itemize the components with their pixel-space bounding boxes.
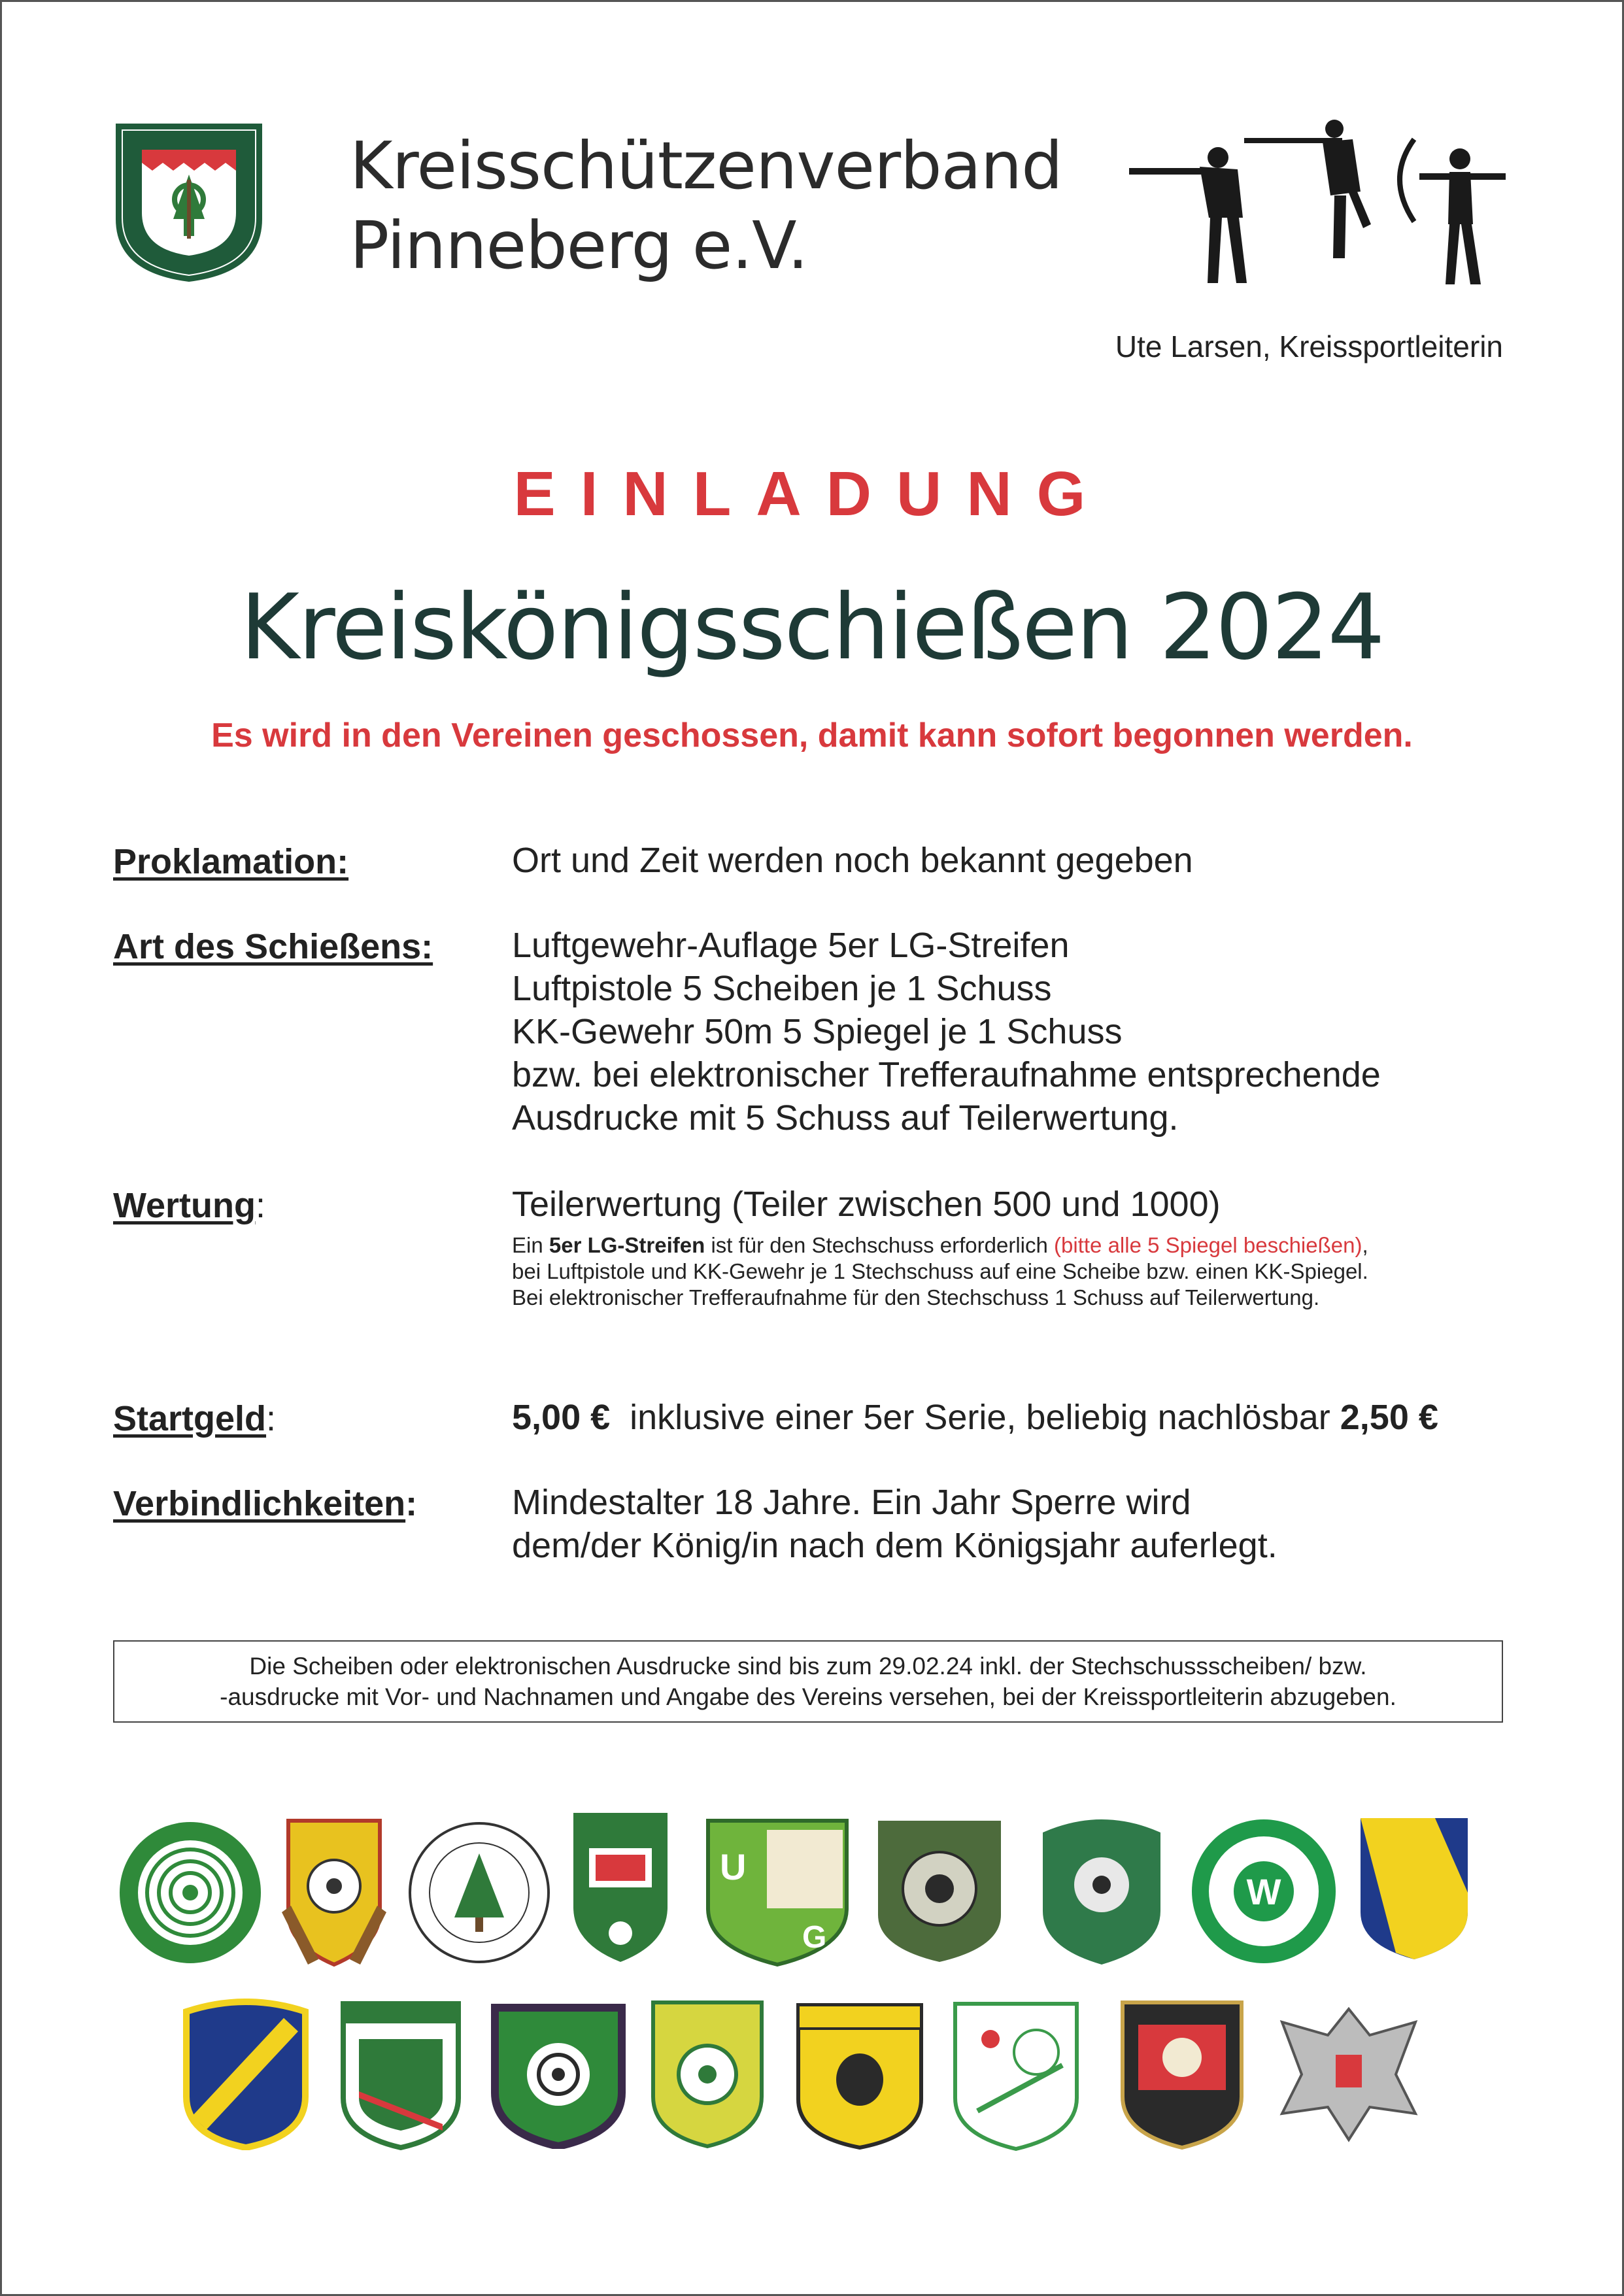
notice-line: Die Scheiben oder elektronischen Ausdrucke sind bis zum 29.02.24 inkl. der Stechschussscheiben/ bzw.	[249, 1653, 1367, 1680]
club-logo-rose-target	[951, 2000, 1081, 2152]
club-logo-barmstedt	[117, 1819, 263, 1966]
startgeld-price: 5,00 €	[512, 1398, 611, 1437]
detail-text: ,	[1362, 1233, 1368, 1257]
verbindlichkeiten-label: Verbindlichkeiten	[113, 1484, 406, 1523]
detail-bold: 5er LG-Streifen	[549, 1233, 705, 1257]
wertung-detail-line: bei Luftpistole und KK-Gewehr je 1 Stechschuss auf eine Scheibe bzw. einen KK-Spiegel.	[512, 1259, 1368, 1283]
verbindlichkeiten-values	[512, 1481, 1277, 1567]
wertung-value: Teilerwertung (Teiler zwischen 500 und 1000)	[512, 1185, 1221, 1224]
invitation-heading: EINLADUNG	[513, 459, 1111, 529]
wertung-colon: :	[255, 1186, 265, 1225]
shooter-pictograms-icon	[1126, 120, 1506, 290]
detail-text: ist für den Stechschuss erforderlich	[705, 1233, 1055, 1257]
verbindlichkeiten-label-wrap	[113, 1483, 417, 1524]
svg-text:U: U	[720, 1846, 747, 1887]
verbindlichkeiten-line: dem/der König/in nach dem Königsjahr auferlegt.	[512, 1526, 1277, 1565]
verbindlichkeiten-colon: :	[405, 1484, 418, 1523]
proklamation-label: Proklamation:	[113, 842, 349, 881]
org-name-line1: Kreisschützenverband	[350, 127, 1062, 204]
art-line: Luftpistole 5 Scheiben je 1 Schuss	[512, 969, 1052, 1008]
startgeld-label-wrap	[113, 1398, 276, 1439]
svg-text:W: W	[1246, 1871, 1281, 1912]
org-name-line2: Pinneberg e.V.	[350, 207, 808, 284]
startgeld-price2: 2,50 €	[1340, 1398, 1438, 1437]
art-label: Art des Schießens:	[113, 927, 433, 966]
art-line: KK-Gewehr 50m 5 Spiegel je 1 Schuss	[512, 1012, 1123, 1051]
startgeld-value	[512, 1396, 1438, 1439]
club-logo-koelln-reisieker	[1119, 1999, 1245, 2150]
detail-text: Ein	[512, 1233, 549, 1257]
club-logo-quickborn-renzel	[1036, 1813, 1167, 1967]
club-logo-uetersener-schuetzengilde	[1272, 1996, 1426, 2150]
svg-text:G: G	[802, 1920, 827, 1955]
wertung-details	[512, 1232, 1368, 1311]
kreisschuetzenverband-crest-logo	[113, 121, 265, 284]
club-logo-tornesch	[649, 1999, 766, 2149]
club-logo-schenefeld	[794, 2001, 925, 2150]
contact-name: Ute Larsen, Kreissportleiterin	[1115, 329, 1503, 363]
startgeld-text: inklusive einer 5er Serie, beliebig nachlösbar	[610, 1398, 1340, 1437]
notice-line: -ausdrucke mit Vor- und Nachnamen und Angabe des Vereins versehen, bei der Kreissportleiterin abzugeben.	[220, 1683, 1396, 1710]
club-logo-elmshorn-gilde	[282, 1814, 386, 1971]
art-line: bzw. bei elektronischer Trefferaufnahme entsprechende	[512, 1055, 1381, 1094]
club-logo-rellingen	[488, 2001, 628, 2149]
startgeld-label: Startgeld	[113, 1399, 267, 1438]
wertung-detail-line	[512, 1232, 1368, 1258]
club-logo-sparrieshoop	[874, 1817, 1005, 1965]
wertung-detail-line: Bei elektronischer Trefferaufnahme für den Stechschuss 1 Schuss auf Teilerwertung.	[512, 1285, 1320, 1309]
club-logo-sus-waldenau	[1189, 1817, 1338, 1966]
organization-name	[350, 126, 1062, 286]
art-line: Ausdrucke mit 5 Schuss auf Teilerwertung.	[512, 1098, 1179, 1138]
verbindlichkeiten-line: Mindestalter 18 Jahre. Ein Jahr Sperre wird	[512, 1483, 1191, 1522]
event-subtitle: Es wird in den Vereinen geschossen, damit kann sofort begonnen werden.	[211, 717, 1413, 754]
club-logo-tus-borstel-hohenraden	[1357, 1814, 1472, 1962]
deadline-notice-box	[113, 1640, 1503, 1723]
wertung-label-wrap	[113, 1185, 265, 1226]
art-line: Luftgewehr-Auflage 5er LG-Streifen	[512, 926, 1070, 965]
event-title: Kreiskönigsschießen 2024	[240, 575, 1384, 680]
detail-red: (bitte alle 5 Spiegel beschießen)	[1054, 1233, 1362, 1257]
art-values	[512, 924, 1381, 1140]
club-logo-tsv-holm	[569, 1809, 671, 1966]
club-logo-usg-uetersen	[704, 1817, 851, 1967]
startgeld-colon: :	[266, 1399, 277, 1438]
club-logo-halstenbek	[406, 1819, 552, 1966]
wertung-label: Wertung	[113, 1186, 256, 1225]
club-logo-lieth	[339, 2000, 462, 2150]
proklamation-value: Ort und Zeit werden noch bekannt gegeben	[512, 841, 1193, 880]
club-logo-post-sv-elmshorn	[173, 1999, 318, 2150]
